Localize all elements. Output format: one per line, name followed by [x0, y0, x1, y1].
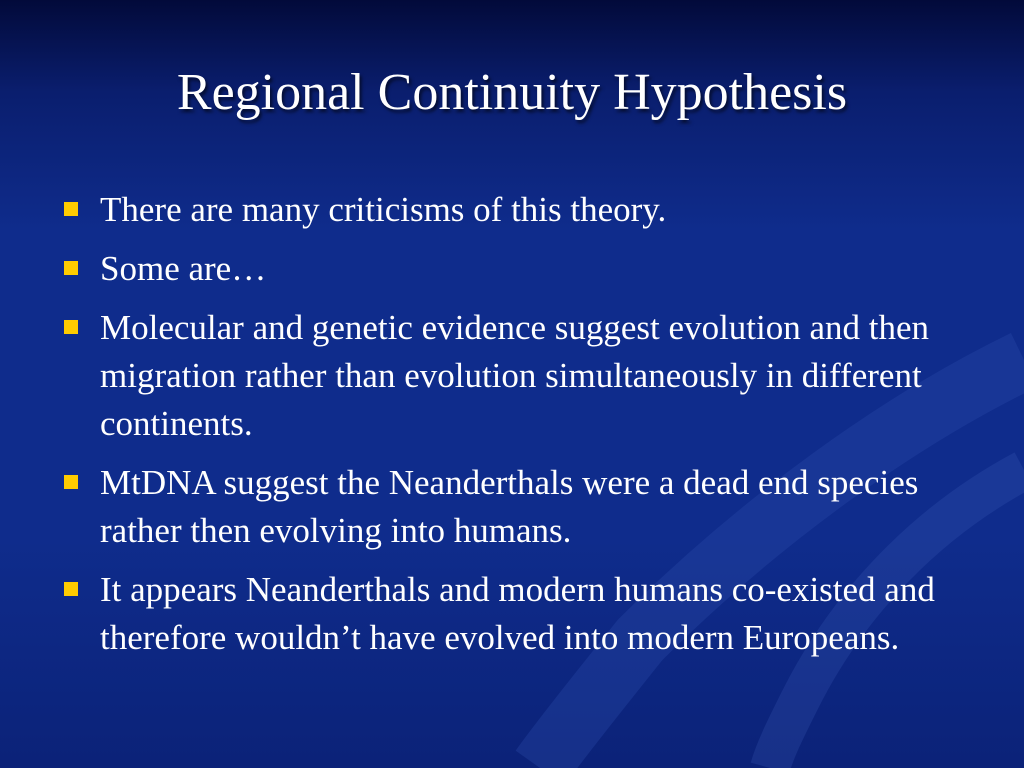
- bullet-list: [62, 186, 962, 673]
- bullet-text: Some are…: [100, 249, 267, 288]
- square-bullet-icon: [64, 202, 78, 216]
- bullet-text: There are many criticisms of this theory.: [100, 190, 667, 229]
- bullet-text: Molecular and genetic evidence suggest evolution and then migration rather than evolution simultaneously in different continents.: [100, 308, 930, 443]
- bullet-text: MtDNA suggest the Neanderthals were a dead end species rather then evolving into humans.: [100, 463, 919, 550]
- bullet-item: [62, 566, 962, 662]
- bullet-text: It appears Neanderthals and modern humans co-existed and therefore wouldn’t have evolved into modern Europeans.: [100, 570, 935, 657]
- slide-title: Regional Continuity Hypothesis: [176, 64, 848, 121]
- square-bullet-icon: [64, 261, 78, 275]
- square-bullet-icon: [64, 582, 78, 596]
- bullet-item: [62, 459, 962, 555]
- square-bullet-icon: [64, 320, 78, 334]
- bullet-item: [62, 186, 962, 234]
- bullet-item: [62, 245, 962, 293]
- bullet-item: [62, 304, 962, 448]
- square-bullet-icon: [64, 475, 78, 489]
